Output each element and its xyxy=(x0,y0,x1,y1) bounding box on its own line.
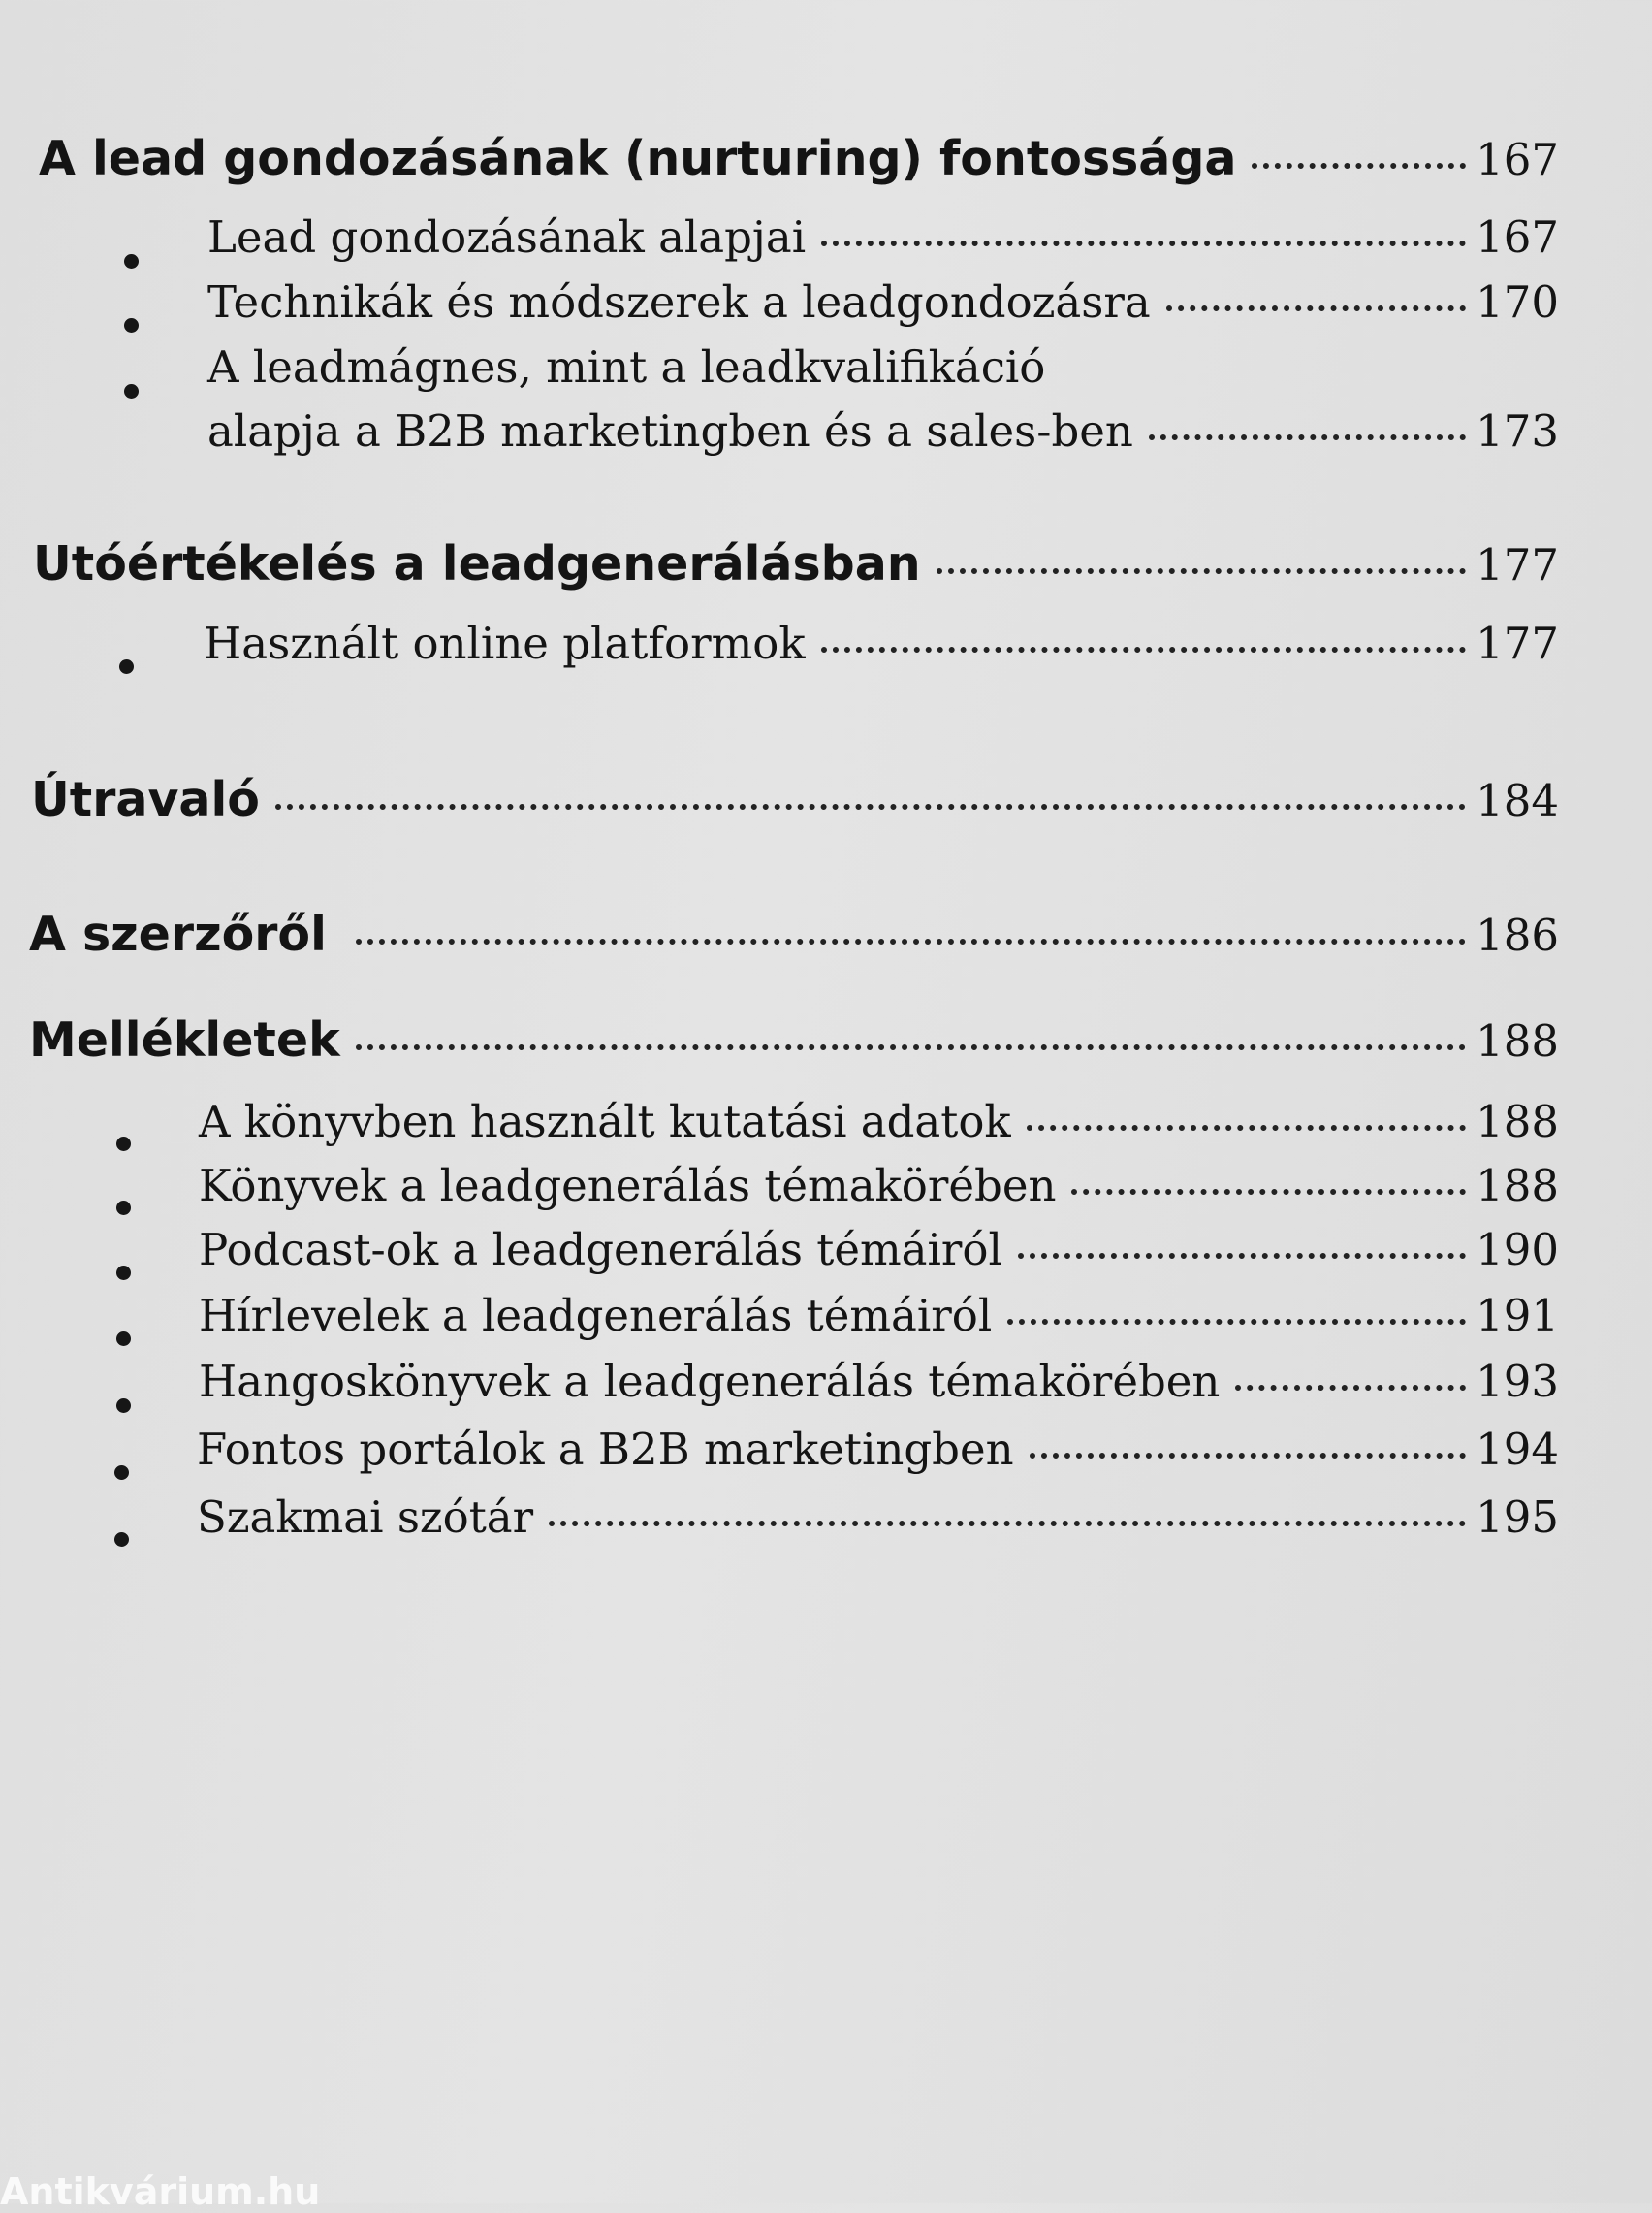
watermark: Antikvárium.hu xyxy=(0,2170,321,2213)
dot-leader xyxy=(1149,434,1466,440)
toc-page-number: 170 xyxy=(1476,276,1559,328)
toc-section-title: Útravaló xyxy=(31,772,260,827)
dot-leader xyxy=(1235,1385,1466,1391)
toc-subentry xyxy=(204,618,1559,669)
toc-page-number: 167 xyxy=(1476,211,1559,263)
toc-subentry xyxy=(199,1290,1559,1341)
dot-leader xyxy=(821,241,1466,246)
toc-subentry xyxy=(199,1224,1559,1275)
toc-subentry-title: Könyvek a leadgenerálás témakörében xyxy=(199,1160,1057,1211)
toc-section-title: A lead gondozásának (nurturing) fontossága xyxy=(39,131,1237,186)
bullet-icon xyxy=(119,659,134,674)
toc-section xyxy=(33,536,1559,592)
toc-page-number: 195 xyxy=(1476,1491,1559,1543)
toc-subentry-title: Technikák és módszerek a leadgondozásra xyxy=(207,276,1151,328)
bullet-icon xyxy=(116,1201,131,1215)
toc-section xyxy=(31,772,1559,827)
bullet-icon xyxy=(116,1266,131,1280)
toc-subentry-title: A könyvben használt kutatási adatok xyxy=(199,1096,1011,1147)
toc-subentry xyxy=(197,1491,1559,1543)
bullet-icon xyxy=(114,1465,129,1480)
toc-section xyxy=(29,907,1559,962)
toc-section-title: Mellékletek xyxy=(29,1012,340,1068)
toc-subentry xyxy=(207,211,1559,263)
toc-page-number: 188 xyxy=(1476,1015,1559,1067)
bullet-icon xyxy=(116,1137,131,1151)
toc-subentry xyxy=(199,1096,1559,1147)
toc-section xyxy=(39,131,1559,186)
toc-subentry-title: Fontos portálok a B2B marketingben xyxy=(197,1424,1014,1475)
toc-subentry-title: Használt online platformok xyxy=(204,618,806,669)
dot-leader xyxy=(1166,305,1466,311)
toc-subentry xyxy=(199,1160,1559,1211)
toc-page-number: 186 xyxy=(1476,910,1559,961)
bullet-icon xyxy=(116,1331,131,1346)
bullet-icon xyxy=(116,1398,131,1413)
toc-page-number: 193 xyxy=(1476,1356,1559,1407)
bullet-icon xyxy=(124,384,139,399)
toc-page-number: 188 xyxy=(1476,1096,1559,1147)
toc-subentry-title: alapja a B2B marketingben és a sales-ben xyxy=(207,405,1133,457)
toc-page-number: 177 xyxy=(1476,539,1559,591)
toc-section xyxy=(29,1012,1559,1068)
toc-page-number: 190 xyxy=(1476,1224,1559,1275)
toc-page-number: 184 xyxy=(1476,775,1559,826)
toc-page-number: 194 xyxy=(1476,1424,1559,1475)
dot-leader xyxy=(275,804,1466,810)
dot-leader xyxy=(1007,1319,1466,1325)
toc-page-number: 177 xyxy=(1476,618,1559,669)
dot-leader xyxy=(937,568,1466,574)
toc-page-number: 173 xyxy=(1476,405,1559,457)
toc-section-title: Utóértékelés a leadgenerálásban xyxy=(33,536,921,592)
toc-subentry-title: Lead gondozásának alapjai xyxy=(207,211,807,263)
toc-page-number: 167 xyxy=(1476,134,1559,185)
toc-page-number: 191 xyxy=(1476,1290,1559,1341)
toc-section-title: A szerzőről xyxy=(29,907,327,962)
dot-leader xyxy=(1030,1453,1467,1459)
toc-subentry xyxy=(199,1356,1559,1407)
dot-leader xyxy=(549,1521,1466,1526)
dot-leader xyxy=(1071,1189,1466,1195)
bullet-icon xyxy=(124,318,139,333)
toc-subentry xyxy=(207,405,1559,457)
toc-subentry-title-line1: A leadmágnes, mint a leadkvalifikáció xyxy=(207,341,1046,393)
dot-leader xyxy=(356,1044,1466,1050)
bullet-icon xyxy=(114,1532,129,1547)
dot-leader xyxy=(356,939,1466,945)
toc-subentry xyxy=(197,1424,1559,1475)
toc-subentry xyxy=(207,276,1559,328)
toc-subentry-title: Hírlevelek a leadgenerálás témáiról xyxy=(199,1290,993,1341)
dot-leader xyxy=(1027,1125,1466,1131)
bullet-icon xyxy=(124,254,139,269)
toc-subentry-title: Hangoskönyvek a leadgenerálás témakörében xyxy=(199,1356,1221,1407)
toc-subentry-title: Szakmai szótár xyxy=(197,1491,534,1543)
toc-page-number: 188 xyxy=(1476,1160,1559,1211)
dot-leader xyxy=(1018,1253,1466,1259)
dot-leader xyxy=(821,647,1466,653)
dot-leader xyxy=(1252,163,1466,169)
toc-subentry-title: Podcast-ok a leadgenerálás témáiról xyxy=(199,1224,1002,1275)
